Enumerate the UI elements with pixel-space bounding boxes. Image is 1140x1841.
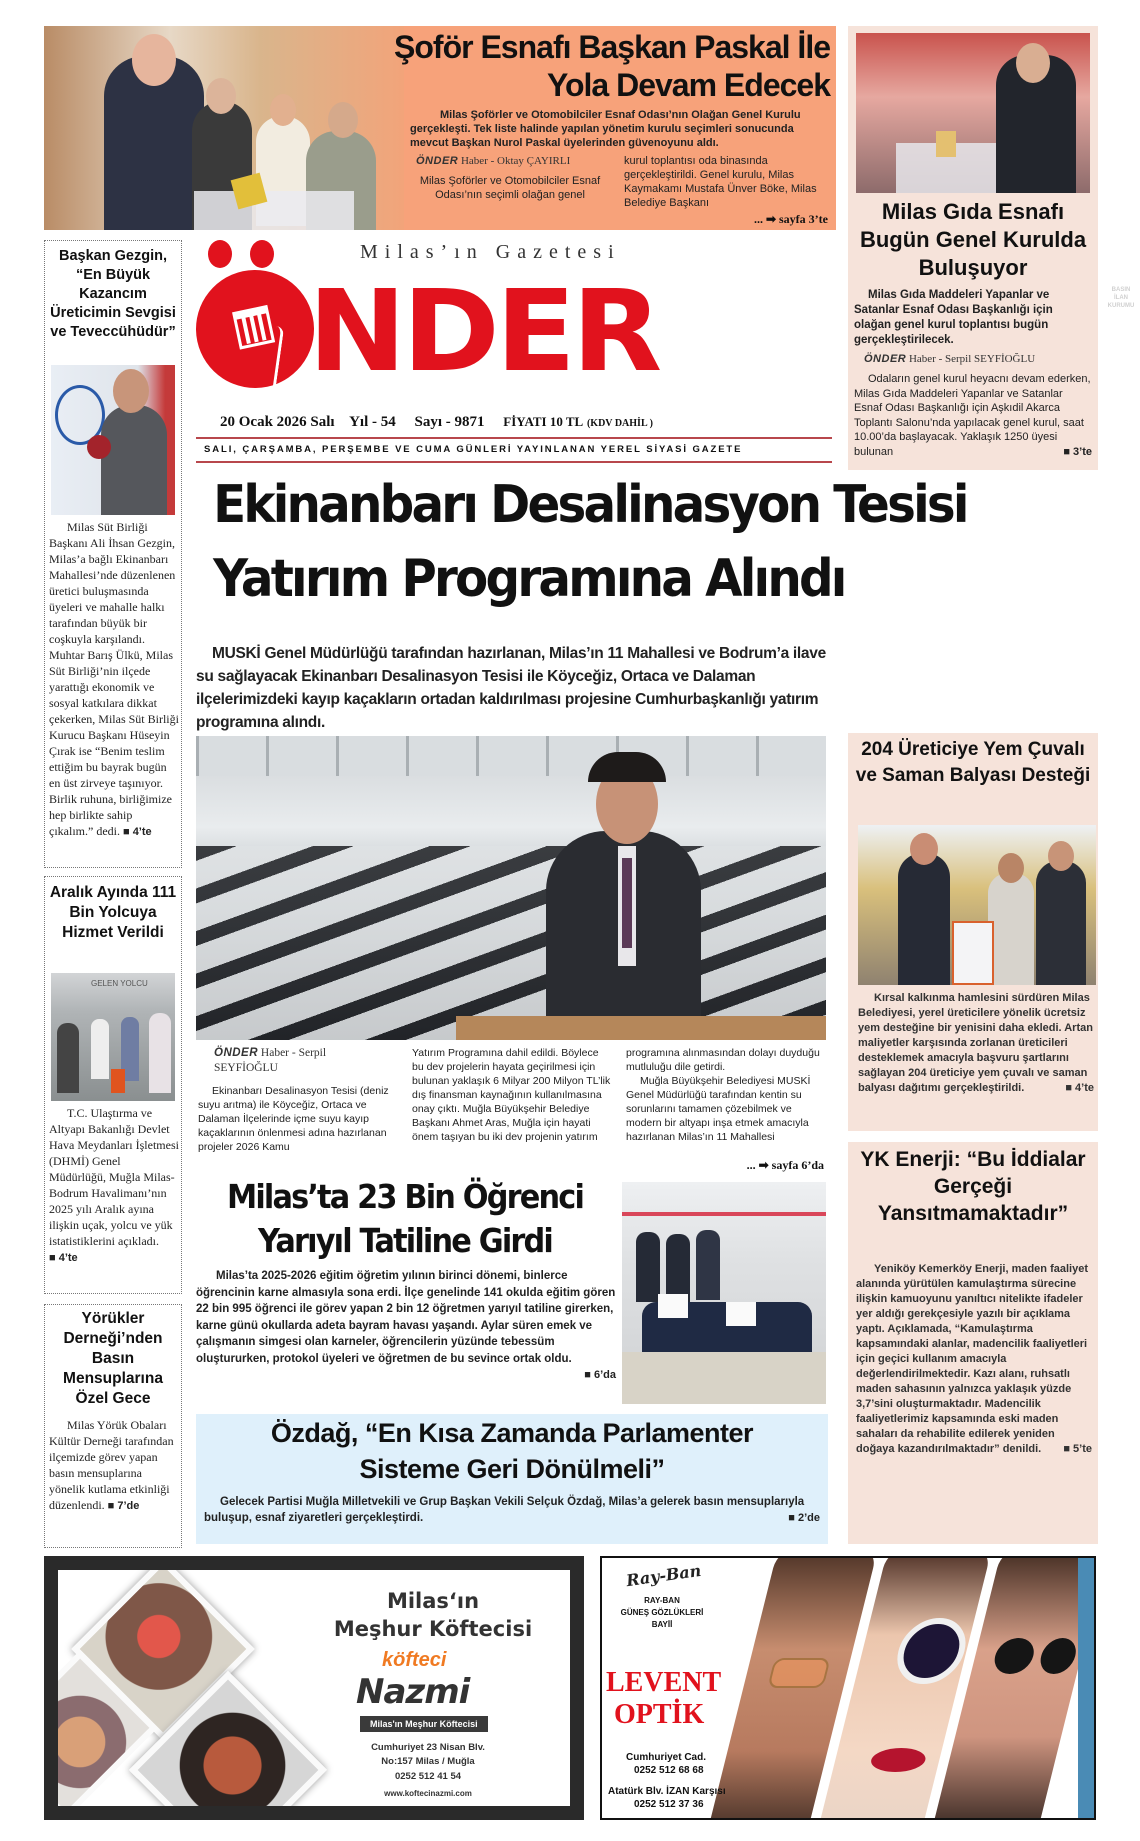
main-continued[interactable]: ... ➡ sayfa 6’da <box>746 1158 824 1172</box>
yolcu-photo-sign: GELEN YOLCU <box>91 979 148 988</box>
kofte-address-2: No:157 Milas / Muğla <box>381 1756 475 1767</box>
issue-price-note: (KDV DAHİL ) <box>586 418 653 429</box>
byline-author: Haber - Serpil SEYFİOĞLU <box>214 1047 327 1074</box>
main-col2: Yatırım Programına dahil edildi. Böylece bu dev projelerin hayata geçirilmesi için bulunan yaklaşık 6 Milyar 200 Milyon TL’lik dış finansman kaynağının kullanılmasına onay çıktı. Muğla Büyükşehir Belediye Başkanı Ahmet Aras, Muğla için hayati önem taşıyan bu iki dev projenin yatırım <box>412 1047 611 1143</box>
byline-brand: ÖNDER <box>864 353 907 365</box>
gezgin-body-text: Milas Süt Birliği Başkanı Ali İhsan Gezgin, Milas’a bağlı Ekinanbarı Mahallesi’nde düzenlenen üretici buluşmasında üyeleri ve mahalle halkı tarafından büyük bir coşkuyla karşılandı. Muhtar Barış Ülkü, Milas Süt Birliği’nin ilçede yarattığı ekonomik ve sosyal katkılara dikkat çekerken, Milas Süt Birliği Kurucu Başkanı Hüseyin Çırak ise “Benim teslim ettiğim bu bayrak bugün en üst zirveye taşınıyor. Birlik ruhuna, birliğimize hep birlikte sahip çıkalım.” dedi. <box>49 520 179 838</box>
school-story <box>190 1176 850 1408</box>
yem-title: 204 Üreticiye Yem Çuvalı ve Saman Balyası Desteği <box>855 739 1091 786</box>
gezgin-page-ref[interactable]: ■ 4’te <box>123 826 152 838</box>
yem-body-text: Kırsal kalkınma hamlesini sürdüren Milas Belediyesi, yerel üreticilere yönelik ücretsiz yem desteğine bir yenisini daha ekledi. Artan maliyetler karşısında zorlanan üreticileri desteklemek amacıyla başvuru şartlarını sağlayan 204 üreticiye yem çuvalı ve saman balyası dağıtımı gerçekleştirildi. <box>858 992 1093 1094</box>
dealer-line-1: RAY-BAN <box>644 1596 680 1605</box>
yolcu-body-text: T.C. Ulaştırma ve Altyapı Bakanlığı Devlet Hava Meydanları İşletmesi (DHMİ) Genel Müdürlüğü, Muğla Milas-Bodrum Havalimanı’nın 2025 yılı Aralık ayına ilişkin uçak, yolcu ve yük istatistiklerini açıkladı. <box>49 1106 179 1248</box>
yk-story <box>848 1142 1098 1544</box>
ad-kofteci-nazmi[interactable] <box>44 1556 584 1820</box>
main-col3a: programına alınmasından dolayı duyduğu mutluluğu dile getirdi. <box>626 1047 820 1073</box>
masthead-info-row <box>220 412 653 434</box>
gida-byline <box>864 352 1035 366</box>
top-story-continued[interactable]: ... ➡ sayfa 3’te <box>753 212 828 226</box>
issue-price: FİYATI 10 TL <box>503 414 584 429</box>
yk-title: YK Enerji: “Bu İddialar Gerçeği Yansıtmamaktadır” <box>860 1148 1086 1225</box>
yorukler-body <box>49 1417 179 1514</box>
main-story-columns <box>196 1046 826 1172</box>
ozdag-body <box>204 1494 820 1526</box>
kofte-website: www.koftecinazmi.com <box>384 1789 472 1798</box>
masthead-rule-bottom <box>196 461 832 463</box>
kofte-address-1: Cumhuriyet 23 Nisan Blv. <box>371 1742 485 1753</box>
watermark-line-1: BASIN İLAN <box>1111 287 1131 301</box>
yk-body-text: Yeniköy Kemerköy Enerji, maden faaliyet alanında yürütülen kamulaştırma sürecine ilişkin kamuoyunu yanıltıcı nitelikte ifadeler yer aldığı gerekçesiyle yazılı bir açıklama yaptı. Açıklamada, “Kamulaştırma kapsamındaki alanlar, madencilik faaliyetleri için geçici kullanım amacıyla değerlendirilmektedir. Kazı alanı, ruhsatlı maden sahasının yalnızca yaklaşık yüzde 3,7’sini oluşturmaktadır. Madencilik faaliyetlerimiz kapsamında eski maden sahaları da rehabilite edilerek yeniden doğaya kazandırılmaktadır” denildi. <box>856 1263 1088 1455</box>
watermark <box>1104 286 1138 310</box>
yem-body <box>858 991 1094 1096</box>
masthead-logo-text: NDER <box>308 267 659 397</box>
main-col3b: Muğla Büyükşehir Belediyesi MUSKİ Genel Müdürlüğü tarafından kentin su sorunlarını tamamen çözebilmek ve modern bir altyapı inşa etmek amacıyla hazırlanan Milas’ın 11 Mahallesi <box>626 1075 811 1143</box>
school-body <box>196 1268 616 1384</box>
ozdag-story <box>196 1414 828 1544</box>
gezgin-body <box>49 519 179 840</box>
main-byline <box>214 1046 374 1076</box>
dealer-line-2: GÜNEŞ GÖZLÜKLERİ <box>620 1608 704 1617</box>
rayban-logo: Ray-Ban <box>624 1560 703 1591</box>
masthead-tagline: Milas’ın Gazetesi <box>360 241 621 263</box>
yorukler-body-text: Milas Yörük Obaları Kültür Derneği tarafından ilçemizde görev yapan basın mensuplarına yönelik kutlama etkinliği düzenlendi. <box>49 1418 174 1512</box>
gida-body <box>854 372 1092 459</box>
yorukler-title: Yörükler Derneği’nden Basın Mensuplarına Özel Gece <box>63 1310 163 1407</box>
ozdag-body-text: Gelecek Partisi Muğla Milletvekili ve Grup Başkan Vekili Selçuk Özdağ, Milas’a gelerek basın mensuplarıyla buluşup, esnaf ziyaretleri gerçekleştirdi. <box>204 1496 805 1524</box>
main-col3 <box>626 1046 826 1144</box>
yem-story <box>848 733 1098 1131</box>
masthead <box>190 238 835 468</box>
masthead-rule-top <box>196 437 832 439</box>
optik-address-2: Atatürk Blv. İZAN Karşısı <box>608 1786 726 1797</box>
optik-phone-1: 0252 512 68 68 <box>634 1765 704 1776</box>
watermark-line-2: KURUMU <box>1107 303 1135 309</box>
kofte-headline-2: Meşhur Köftecisi <box>333 1617 533 1641</box>
ozdag-title-2: Sisteme Geri Dönülmeli” <box>359 1454 665 1484</box>
gida-lead: Milas Gıda Maddeleri Yapanlar ve Satanlar Esnaf Odası Başkanlığı için olağan genel kurul toplantısı bugün gerçekleştirilecek. <box>854 289 1053 346</box>
issue-year: Yıl - 54 <box>349 414 396 430</box>
ozdag-page-ref[interactable]: ■ 2’de <box>772 1510 820 1526</box>
main-title-1: Ekinanbarı Desalinasyon Tesisi <box>213 475 967 535</box>
top-story-col1: Milas Şoförler ve Otomobilciler Esnaf Odası’nın seçimli olağan genel <box>419 175 601 201</box>
ozdag-title-1: Özdağ, “En Kısa Zamanda Parlamenter <box>270 1418 754 1448</box>
school-page-ref[interactable]: ■ 6’da <box>564 1367 616 1384</box>
main-title-2: Yatırım Programına Alındı <box>213 549 845 609</box>
top-story-lead: Milas Şoförler ve Otomobilciler Esnaf Odası’nın Olağan Genel Kurulu gerçekleşti. Tek liste halinde yapılan yönetim kurulu seçimleri sonucunda mevcut Başkan Nurol Paskal üyelerinden güvenoyunu aldı. <box>410 109 801 149</box>
school-title-1: Milas’ta 23 Bin Öğrenci <box>226 1177 584 1216</box>
kofte-brand-tag: Milas'ın Meşhur Köftecisi <box>360 1716 488 1732</box>
gida-page-ref[interactable]: ■ 3’te <box>1049 445 1092 460</box>
top-story-title-2: Yola Devam Edecek <box>546 67 830 103</box>
school-body-text: Milas’ta 2025-2026 eğitim öğretim yılının birinci dönemi, binlerce öğrencinin karne almasıyla sona erdi. İlçe genelinde 141 okulda eğitim gören 22 bin 995 öğrenci ile görev yapan 2 bin 12 öğretmen yarıyıl tatiline girerken, karne günü okullarda adeta bayram havası yaşandı. Aylar süren emek ve çalışmanın simgesi olan karneler, öğrencilerin yüzünde tebessüm oluştururken, protokol üyeleri ve öğretmen de bu sevince ortak oldu. <box>196 1270 616 1365</box>
yolcu-photo <box>51 973 175 1101</box>
yk-page-ref[interactable]: ■ 5’te <box>1045 1442 1092 1457</box>
main-story <box>190 472 967 731</box>
gezgin-title: Başkan Gezgin, “En Büyük Kazancım Üreticimin Sevgisi ve Teveccühüdür” <box>50 248 176 340</box>
yolcu-title: Aralık Ayında 111 Bin Yolcuya Hizmet Verildi <box>49 884 177 941</box>
gida-photo <box>856 33 1090 193</box>
optik-brand-1: LEVENT <box>606 1667 722 1698</box>
top-story <box>44 26 836 230</box>
optik-phone-2: 0252 512 37 36 <box>634 1799 704 1810</box>
yk-body <box>856 1262 1092 1457</box>
byline-author: Haber - Oktay ÇAYIRLI <box>460 155 571 167</box>
top-story-byline <box>416 154 616 168</box>
byline-author: Haber - Serpil SEYFİOĞLU <box>908 353 1036 365</box>
kofte-phone: 0252 512 41 54 <box>394 1771 462 1782</box>
top-story-title-1: Şoför Esnafı Başkan Paskal İle <box>394 29 830 65</box>
yolcu-body <box>49 1105 179 1266</box>
school-title-2: Yarıyıl Tatiline Girdi <box>258 1221 552 1260</box>
left-story-gezgin <box>44 240 182 868</box>
top-story-photo <box>44 26 404 230</box>
ad-levent-optik[interactable] <box>600 1556 1096 1820</box>
kofte-headline-1: Milas‘ın <box>386 1589 480 1613</box>
logo-emblem <box>185 259 325 399</box>
gida-body-text: Odaların genel kurul heyacnı devam ederken, Milas Gıda Maddeleri Yapanlar ve Satanlar Esnaf Odası Başkanlığı için Aşkıdil Akarca Toplantı Salonu’nda yapılacak genel kurul, saat 10.00’da başlayacak. Yaklaşık 1250 üyesi bulunan <box>854 373 1091 458</box>
gezgin-photo <box>51 365 175 515</box>
gida-story <box>848 26 1098 470</box>
main-photo <box>196 736 826 1040</box>
yorukler-page-ref[interactable]: ■ 7’de <box>108 1500 140 1512</box>
masthead-schedule: SALI, ÇARŞAMBA, PERŞEMBE VE CUMA GÜNLERİ YAYINLANAN YEREL SİYASİ GAZETE <box>204 444 743 455</box>
main-col1: Ekinanbarı Desalinasyon Tesisi (deniz suyu arıtma) ile Köyceğiz, Ortaca ve Dalaman İlçelerinde içme suyu kayıp kaçaklarının önlenmesi adına hazırlanan projeler 2026 Kamu <box>198 1085 389 1153</box>
left-story-yorukler <box>44 1304 182 1548</box>
dealer-line-3: BAYİİ <box>651 1620 673 1629</box>
kofte-brand-small: köfteci <box>382 1649 447 1671</box>
top-story-col2: kurul toplantısı oda binasında gerçekleştirildi. Genel kurulu, Milas Kaymakamı Mustafa Ünver Böke, Milas Belediye Başkanı <box>624 155 817 209</box>
issue-date: 20 Ocak 2026 Salı <box>220 414 335 430</box>
optik-brand-2: OPTİK <box>614 1699 705 1730</box>
issue-number: Sayı - 9871 <box>414 414 485 430</box>
main-lead: MUSKİ Genel Müdürlüğü tarafından hazırlanan, Milas’ın 11 Mahallesi ve Bodrum’a ilave su sağlayacak Ekinanbarı Desalinasyon Tesisi ile Köyceğiz, Ortaca ve Dalaman ilçelerimizdeki kayıp kaçakların ortadan kaldırılması projesine Cumhurbaşkanlığı yatırım programına alındı. <box>196 645 826 731</box>
optik-address-1: Cumhuriyet Cad. <box>626 1752 707 1763</box>
byline-brand: ÖNDER <box>416 155 459 167</box>
kofte-brand-big: Nazmi <box>356 1672 470 1712</box>
gida-title: Milas Gıda Esnafı Bugün Genel Kurulda Buluşuyor <box>859 199 1087 280</box>
byline-brand: ÖNDER <box>214 1047 259 1059</box>
school-photo <box>622 1182 826 1404</box>
left-story-yolcu <box>44 876 182 1294</box>
yolcu-page-ref[interactable]: ■ 4’te <box>49 1252 78 1264</box>
yem-photo <box>858 825 1096 985</box>
yem-page-ref[interactable]: ■ 4’te <box>1049 1081 1094 1096</box>
